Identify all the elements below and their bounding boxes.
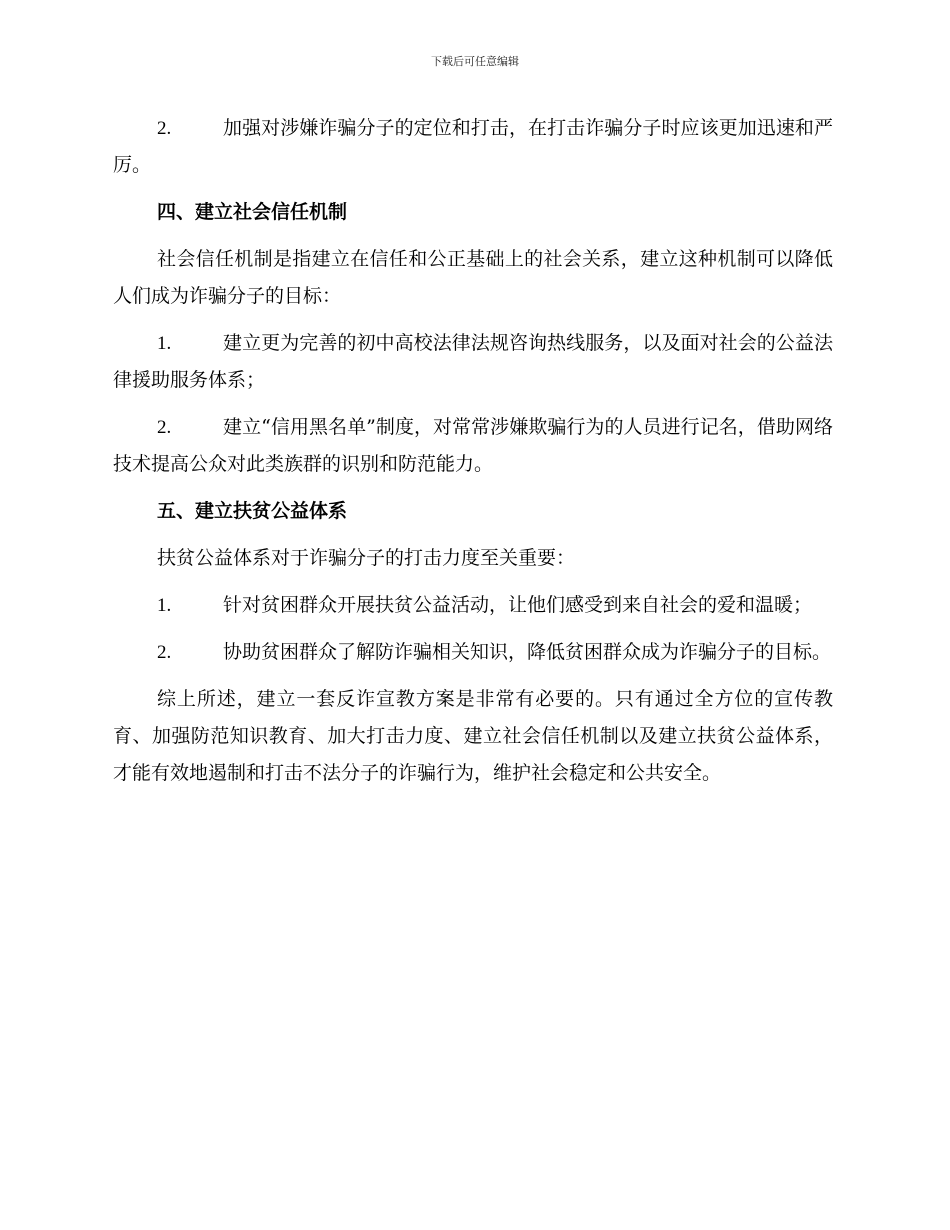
section-heading: 五、建立扶贫公益体系 (157, 500, 348, 522)
list-item-number: 2. (157, 417, 172, 438)
paragraph: 社会信任机制是指建立在信任和公正基础上的社会关系，建立这种机制可以降低人们成为诈骗分子的目标： (113, 248, 833, 307)
list-item-text: 加强对涉嫌诈骗分子的定位和打击，在打击诈骗分子时应该更加迅速和严厉。 (113, 117, 833, 176)
list-item (113, 587, 833, 624)
list-item (113, 325, 833, 399)
document-body (113, 110, 833, 802)
list-item-text: 建立“信用黑名单”制度，对常常涉嫌欺骗行为的人员进行记名，借助网络技术提高公众对此类族群的识别和防范能力。 (113, 416, 833, 475)
paragraph: 扶贫公益体系对于诈骗分子的打击力度至关重要： (157, 547, 576, 569)
list-item (113, 110, 833, 184)
page-header: 下载后可任意编辑 (431, 55, 519, 68)
list-item-text: 针对贫困群众开展扶贫公益活动，让他们感受到来自社会的爱和温暖； (223, 594, 813, 616)
list-item-number: 1. (157, 333, 172, 354)
list-item-text: 协助贫困群众了解防诈骗相关知识，降低贫困群众成为诈骗分子的目标。 (223, 641, 832, 663)
list-item (113, 409, 833, 483)
conclusion-paragraph: 综上所述，建立一套反诈宣教方案是非常有必要的。只有通过全方位的宣传教育、加强防范知识教育、加大打击力度、建立社会信任机制以及建立扶贫公益体系，才能有效地遏制和打击不法分子的诈骗行为，维护社会稳定和公共安全。 (113, 688, 833, 784)
section-heading: 四、建立社会信任机制 (157, 201, 348, 223)
list-item-number: 2. (157, 642, 172, 663)
list-item-number: 1. (157, 595, 172, 616)
list-item-text: 建立更为完善的初中高校法律法规咨询热线服务，以及面对社会的公益法律援助服务体系； (113, 332, 833, 391)
list-item (113, 634, 833, 671)
list-item-number: 2. (157, 118, 172, 139)
